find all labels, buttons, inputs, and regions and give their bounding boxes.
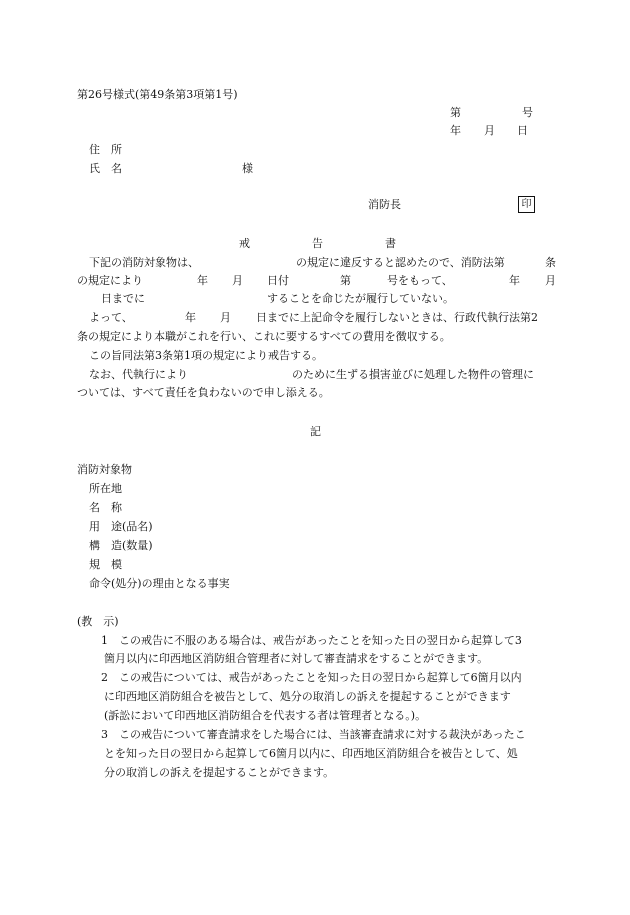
notice-item-line: 分の取消しの訴えを提起することができます。 — [104, 766, 335, 779]
body-p1-l1-b: の規定に違反すると認めたので、消防法第 — [296, 256, 505, 269]
target-item: 名 称 — [89, 501, 122, 514]
doc-title-char-1: 戒 — [239, 237, 250, 250]
target-item: 命令(処分)の理由となる事実 — [89, 577, 230, 590]
seal-mark: 印 — [518, 196, 535, 213]
body-p4-l1-b: のために生ずる損害並びに処理した物件の管理に — [292, 368, 534, 381]
body-p1-l2-d: 日付 — [267, 274, 289, 287]
body-p1-l2-f: 号をもって、 — [387, 274, 453, 287]
notice-item-line: この戒告について審査請求をした場合には、当該審査請求に対する裁決があったこ — [119, 728, 526, 741]
notice-item-number: 2 — [101, 671, 108, 684]
target-item: 用 途(品名) — [89, 520, 153, 533]
body-p1-l3-a: 日までに — [101, 292, 145, 305]
doc-title-char-3: 書 — [385, 237, 396, 250]
doc-title-char-2: 告 — [312, 237, 323, 250]
body-p1-l3-b: することを命じたが履行していない。 — [267, 292, 454, 305]
target-heading: 消防対象物 — [77, 463, 132, 476]
notice-item-number: 3 — [101, 728, 108, 741]
date-day: 日 — [517, 124, 528, 137]
ki-mark: 記 — [310, 425, 321, 438]
document-number-dai: 第 — [450, 106, 461, 119]
body-p1-l2-g: 年 — [509, 274, 520, 287]
name-label: 氏 名 — [89, 162, 122, 175]
date-month: 月 — [484, 124, 495, 137]
body-p3: この旨同法第3条第1項の規定により戒告する。 — [89, 349, 323, 362]
target-item: 規 模 — [89, 558, 122, 571]
body-p1-l1-c: 条 — [545, 256, 556, 269]
body-p2-l1-a: よって、 — [89, 311, 133, 324]
body-p2-l2: 条の規定により本職がこれを行い、これに要するすべての費用を徴収する。 — [77, 330, 451, 343]
body-p4-l1-a: なお、代執行により — [89, 368, 188, 381]
notice-item-line: この戒告については、戒告があったことを知った日の翌日から起算して6箇月以内 — [119, 671, 522, 684]
body-p2-l1-c: 月 — [220, 311, 231, 324]
address-label: 住 所 — [89, 143, 122, 156]
target-item: 所在地 — [89, 482, 122, 495]
notice-heading: (教 示) — [77, 615, 119, 628]
target-item: 構 造(数量) — [89, 539, 153, 552]
form-number: 第26号様式(第49条第3項第1号) — [77, 88, 238, 101]
issuer-title: 消防長 — [368, 198, 401, 211]
notice-item-line: 箇月以内に印西地区消防組合管理者に対して審査請求をすることができます。 — [104, 652, 489, 665]
body-p1-l2-b: 年 — [197, 274, 208, 287]
notice-item-line: とを知った日の翌日から起算して6箇月以内に、印西地区消防組合を被告として、処 — [104, 747, 518, 760]
date-year: 年 — [450, 124, 461, 137]
body-p1-l1-a: 下記の消防対象物は、 — [89, 256, 199, 269]
notice-item-number: 1 — [101, 634, 108, 647]
notice-item-line: (訴訟において印西地区消防組合を代表する者は管理者となる。)。 — [104, 709, 427, 722]
body-p1-l2-h: 月 — [545, 274, 556, 287]
notice-item-line: この戒告に不服のある場合は、戒告があったことを知った日の翌日から起算して3 — [119, 634, 522, 647]
body-p4-l2: ついては、すべて責任を負わないので申し添える。 — [77, 386, 330, 399]
notice-item-line: に印西地区消防組合を被告として、処分の取消しの訴えを提起することができます — [104, 690, 511, 703]
body-p1-l2-e: 第 — [340, 274, 351, 287]
body-p2-l1-b: 年 — [185, 311, 196, 324]
body-p2-l1-d: 日までに上記命令を履行しないときは、行政代執行法第2 — [256, 311, 538, 324]
honorific-sama: 様 — [242, 162, 253, 175]
document-number-go: 号 — [522, 106, 533, 119]
body-p1-l2-c: 月 — [232, 274, 243, 287]
body-p1-l2-a: の規定により — [77, 274, 143, 287]
